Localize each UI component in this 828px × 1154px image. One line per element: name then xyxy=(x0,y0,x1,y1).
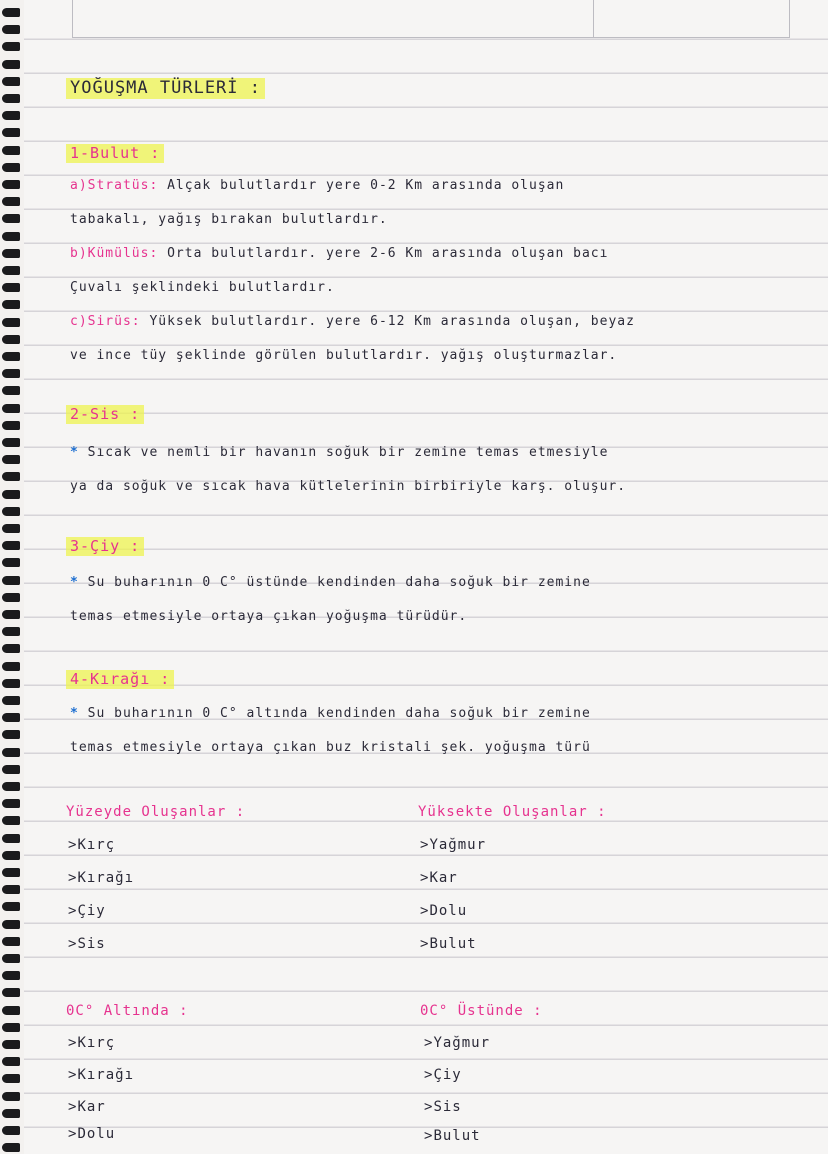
item-text: Alçak bulutlardır yere 0-2 Km arasında oluşan xyxy=(167,178,565,193)
chevron-right-icon: > xyxy=(68,936,78,952)
spiral-ring xyxy=(2,954,20,963)
section-heading-bulut: 1-Bulut : xyxy=(66,144,164,163)
spiral-ring xyxy=(2,971,20,980)
bulut-item-2 xyxy=(70,247,608,260)
surface-item: >Çiy xyxy=(68,903,106,919)
spiral-ring xyxy=(2,558,20,567)
chevron-right-icon: > xyxy=(424,1067,434,1083)
ciy-line-1 xyxy=(70,576,591,589)
spiral-ring xyxy=(2,214,20,223)
spiral-ring xyxy=(2,662,20,671)
line-text: Su buharının 0 C° altında kendinden daha soğuk bir zemine xyxy=(87,706,591,721)
list-title-above: 0C° Üstünde : xyxy=(420,1003,543,1019)
item-label: c)Sirüs: xyxy=(70,314,141,329)
spiral-ring xyxy=(2,42,20,51)
surface-item: >Sis xyxy=(68,936,106,952)
below-item: >Dolu xyxy=(68,1126,116,1142)
spiral-ring xyxy=(2,593,20,602)
spiral-ring xyxy=(2,1040,20,1049)
sis-line-2: ya da soğuk ve sıcak hava kütlelerinin birbiriyle karş. oluşur. xyxy=(70,479,627,494)
spiral-ring xyxy=(2,180,20,189)
surface-item: >Kırç xyxy=(68,837,116,853)
spiral-ring xyxy=(2,404,20,413)
spiral-ring xyxy=(2,713,20,722)
chevron-right-icon: > xyxy=(420,903,430,919)
spiral-ring xyxy=(2,438,20,447)
spiral-ring xyxy=(2,1109,20,1118)
spiral-ring xyxy=(2,524,20,533)
spiral-ring xyxy=(2,610,20,619)
spiral-ring xyxy=(2,851,20,860)
spiral-ring xyxy=(2,1006,20,1015)
spiral-ring xyxy=(2,730,20,739)
list-title-below: 0C° Altında : xyxy=(66,1003,189,1019)
spiral-ring xyxy=(2,455,20,464)
kiragi-line-1 xyxy=(70,707,591,720)
page-header-box xyxy=(72,0,790,38)
high-item: >Bulut xyxy=(420,936,477,952)
spiral-ring xyxy=(2,782,20,791)
spiral-ring xyxy=(2,868,20,877)
spiral-ring xyxy=(2,369,20,378)
ciy-line-2: temas etmesiyle ortaya çıkan yoğuşma türüdür. xyxy=(70,609,468,624)
spiral-ring xyxy=(2,834,20,843)
spiral-ring xyxy=(2,816,20,825)
spiral-ring xyxy=(2,1092,20,1101)
chevron-right-icon: > xyxy=(68,903,78,919)
spiral-ring xyxy=(2,696,20,705)
spiral-ring xyxy=(2,490,20,499)
bulut-item-2-cont: Çuvalı şeklindeki bulutlardır. xyxy=(70,280,335,295)
spiral-ring xyxy=(2,1126,20,1135)
item-text: Yüksek bulutlardır. yere 6-12 Km arasında oluşan, beyaz xyxy=(149,314,635,329)
spiral-ring xyxy=(2,799,20,808)
bulut-item-1-cont: tabakalı, yağış bırakan bulutlardır. xyxy=(70,212,388,227)
spiral-ring xyxy=(2,352,20,361)
spiral-ring xyxy=(2,421,20,430)
spiral-ring xyxy=(2,318,20,327)
spiral-ring xyxy=(2,1074,20,1083)
bulut-item-3-cont: ve ince tüy şeklinde görülen bulutlardır. yağış oluşturmazlar. xyxy=(70,348,618,363)
spiral-ring xyxy=(2,988,20,997)
spiral-ring xyxy=(2,60,20,69)
star-icon: * xyxy=(70,706,79,721)
section-heading-ciy: 3-Çiy : xyxy=(66,537,144,556)
spiral-ring xyxy=(2,576,20,585)
spiral-ring xyxy=(2,1023,20,1032)
chevron-right-icon: > xyxy=(420,936,430,952)
chevron-right-icon: > xyxy=(424,1035,434,1051)
surface-item: >Kırağı xyxy=(68,870,135,886)
spiral-ring xyxy=(2,472,20,481)
section-heading-kiragi: 4-Kırağı : xyxy=(66,670,174,689)
chevron-right-icon: > xyxy=(68,1035,78,1051)
chevron-right-icon: > xyxy=(68,870,78,886)
spiral-ring xyxy=(2,8,20,17)
bulut-item-3 xyxy=(70,315,635,328)
star-icon: * xyxy=(70,445,79,460)
list-title-high: Yüksekte Oluşanlar : xyxy=(418,804,607,820)
above-item: >Çiy xyxy=(424,1067,462,1083)
spiral-ring xyxy=(2,197,20,206)
spiral-ring xyxy=(2,335,20,344)
high-item: >Kar xyxy=(420,870,458,886)
spiral-ring xyxy=(2,644,20,653)
spiral-ring xyxy=(2,249,20,258)
above-item: >Yağmur xyxy=(424,1035,491,1051)
spiral-ring xyxy=(2,1057,20,1066)
line-text: Sıcak ve nemli bir havanın soğuk bir zemine temas etmesiyle xyxy=(87,445,609,460)
spiral-ring xyxy=(2,232,20,241)
spiral-ring xyxy=(2,902,20,911)
spiral-ring xyxy=(2,507,20,516)
header-divider xyxy=(593,0,594,38)
item-label: a)Stratüs: xyxy=(70,178,159,193)
chevron-right-icon: > xyxy=(420,870,430,886)
chevron-right-icon: > xyxy=(424,1099,434,1115)
spiral-ring xyxy=(2,1143,20,1152)
spiral-ring xyxy=(2,748,20,757)
kiragi-line-2: temas etmesiyle ortaya çıkan buz kristali şek. yoğuşma türü xyxy=(70,740,591,755)
spiral-ring xyxy=(2,94,20,103)
chevron-right-icon: > xyxy=(420,837,430,853)
chevron-right-icon: > xyxy=(68,837,78,853)
spiral-ring xyxy=(2,300,20,309)
spiral-ring xyxy=(2,679,20,688)
spiral-ring xyxy=(2,920,20,929)
high-item: >Dolu xyxy=(420,903,468,919)
star-icon: * xyxy=(70,575,79,590)
below-item: >Kırağı xyxy=(68,1067,135,1083)
spiral-ring xyxy=(2,386,20,395)
spiral-ring xyxy=(2,163,20,172)
page-title: YOĞUŞMA TÜRLERİ : xyxy=(66,78,265,99)
list-title-surface: Yüzeyde Oluşanlar : xyxy=(66,804,246,820)
below-item: >Kar xyxy=(68,1099,106,1115)
below-item: >Kırç xyxy=(68,1035,116,1051)
chevron-right-icon: > xyxy=(68,1067,78,1083)
chevron-right-icon: > xyxy=(424,1128,434,1144)
chevron-right-icon: > xyxy=(68,1126,78,1142)
bulut-item-1 xyxy=(70,179,564,192)
above-item: >Sis xyxy=(424,1099,462,1115)
spiral-ring xyxy=(2,266,20,275)
notebook-spiral xyxy=(0,0,26,1154)
spiral-ring xyxy=(2,627,20,636)
item-label: b)Kümülüs: xyxy=(70,246,159,261)
spiral-ring xyxy=(2,111,20,120)
spiral-ring xyxy=(2,25,20,34)
chevron-right-icon: > xyxy=(68,1099,78,1115)
item-text: Orta bulutlardır. yere 2-6 Km arasında oluşan bacı xyxy=(167,246,609,261)
spiral-ring xyxy=(2,77,20,86)
section-heading-sis: 2-Sis : xyxy=(66,405,144,424)
above-item: >Bulut xyxy=(424,1128,481,1144)
spiral-ring xyxy=(2,937,20,946)
spiral-ring xyxy=(2,885,20,894)
spiral-ring xyxy=(2,146,20,155)
line-text: Su buharının 0 C° üstünde kendinden daha soğuk bir zemine xyxy=(87,575,591,590)
spiral-ring xyxy=(2,541,20,550)
spiral-ring xyxy=(2,765,20,774)
spiral-ring xyxy=(2,128,20,137)
sis-line-1 xyxy=(70,446,608,459)
high-item: >Yağmur xyxy=(420,837,487,853)
spiral-ring xyxy=(2,283,20,292)
